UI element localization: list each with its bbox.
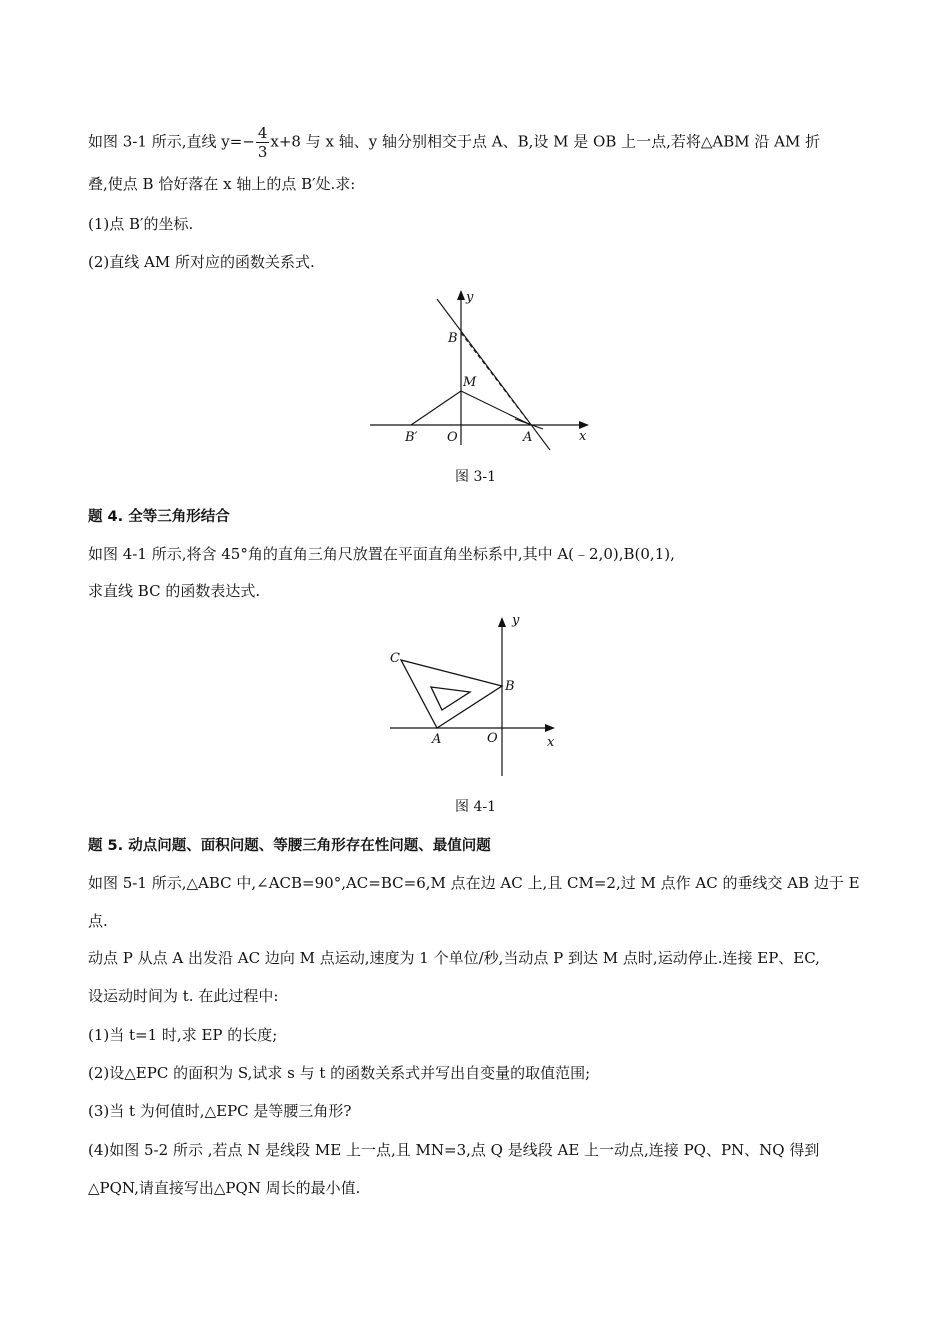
q5-item-2: (2)设△EPC 的面积为 S,试求 s 与 t 的函数关系式并写出自变量的取值范围; (88, 1064, 591, 1082)
q5-heading: 题 5. 动点问题、面积问题、等腰三角形存在性问题、最值问题 (88, 838, 491, 854)
label-m: M (463, 375, 477, 390)
label-a: A (432, 732, 442, 747)
label-b: B (448, 331, 458, 346)
q4-line-1: 如图 4-1 所示,将含 45°角的直角三角尺放置在平面直角坐标系中,其中 A(﹣2,0),B(0,1), (88, 545, 675, 563)
q3-item-2: (2)直线 AM 所对应的函数关系式. (88, 253, 315, 271)
segment-ma (461, 391, 531, 425)
q3-line-1-start: 如图 3-1 所示,直线 y=− (88, 132, 255, 151)
q5-line-4: 设运动时间为 t. 在此过程中: (88, 987, 279, 1005)
q5-line-3: 动点 P 从点 A 出发沿 AC 边向 M 点运动,速度为 1 个单位/秒,当动点 P 到达 M 点时,运动停止.连接 EP、EC, (88, 949, 820, 967)
q5-item-5: △PQN,请直接写出△PQN 周长的最小值. (88, 1179, 361, 1197)
label-c: C (390, 651, 400, 666)
figure-3-1-caption: 图 3-1 (455, 469, 496, 485)
line-ab (437, 299, 550, 450)
tick-a (515, 419, 543, 429)
label-x: x (579, 429, 587, 444)
q3-line-2: 叠,使点 B 恰好落在 x 轴上的点 B′处.求: (88, 175, 356, 193)
q5-line-1: 如图 5-1 所示,△ABC 中,∠ACB=90°,AC=BC=6,M 点在边 AC 上,且 CM=2,过 M 点作 AC 的垂线交 AB 边于 E (88, 874, 860, 892)
label-y: y (512, 613, 520, 628)
inner-triangle (431, 687, 470, 710)
label-o: O (487, 731, 498, 746)
fraction-denominator: 3 (257, 143, 268, 161)
y-axis-arrow (498, 617, 506, 627)
segment-bpm (411, 391, 461, 425)
label-x: x (547, 735, 555, 750)
q3-line-1 (88, 124, 820, 161)
q5-item-3: (3)当 t 为何值时,△EPC 是等腰三角形? (88, 1102, 352, 1120)
label-o: O (447, 430, 458, 445)
q3-line-1-end: x+8 与 x 轴、y 轴分别相交于点 A、B,设 M 是 OB 上一点,若将△ABM 沿 AM 折 (270, 132, 821, 151)
y-axis-arrow (457, 290, 465, 300)
q5-item-4: (4)如图 5-2 所示 ,若点 N 是线段 ME 上一点,且 MN=3,点 Q 是线段 AE 上一动点,连接 PQ、PN、NQ 得到 (88, 1141, 820, 1159)
triangle-abc (401, 660, 502, 728)
x-axis-arrow (579, 421, 589, 429)
q4-heading: 题 4. 全等三角形结合 (88, 509, 230, 525)
q3-item-1: (1)点 B′的坐标. (88, 215, 194, 233)
fraction (256, 124, 270, 161)
figure-4-1 (385, 608, 575, 778)
label-y: y (466, 290, 474, 305)
fraction-numerator: 4 (257, 124, 268, 142)
figure-3-1 (365, 285, 605, 455)
x-axis-arrow (545, 724, 555, 732)
label-a: A (523, 430, 533, 445)
q4-line-2: 求直线 BC 的函数表达式. (88, 582, 261, 600)
figure-4-1-caption: 图 4-1 (455, 799, 496, 815)
label-b-prime: B′ (405, 430, 418, 445)
q5-line-2: 点. (88, 912, 108, 930)
label-b: B (505, 679, 515, 694)
q5-item-1: (1)当 t=1 时,求 EP 的长度; (88, 1026, 278, 1044)
